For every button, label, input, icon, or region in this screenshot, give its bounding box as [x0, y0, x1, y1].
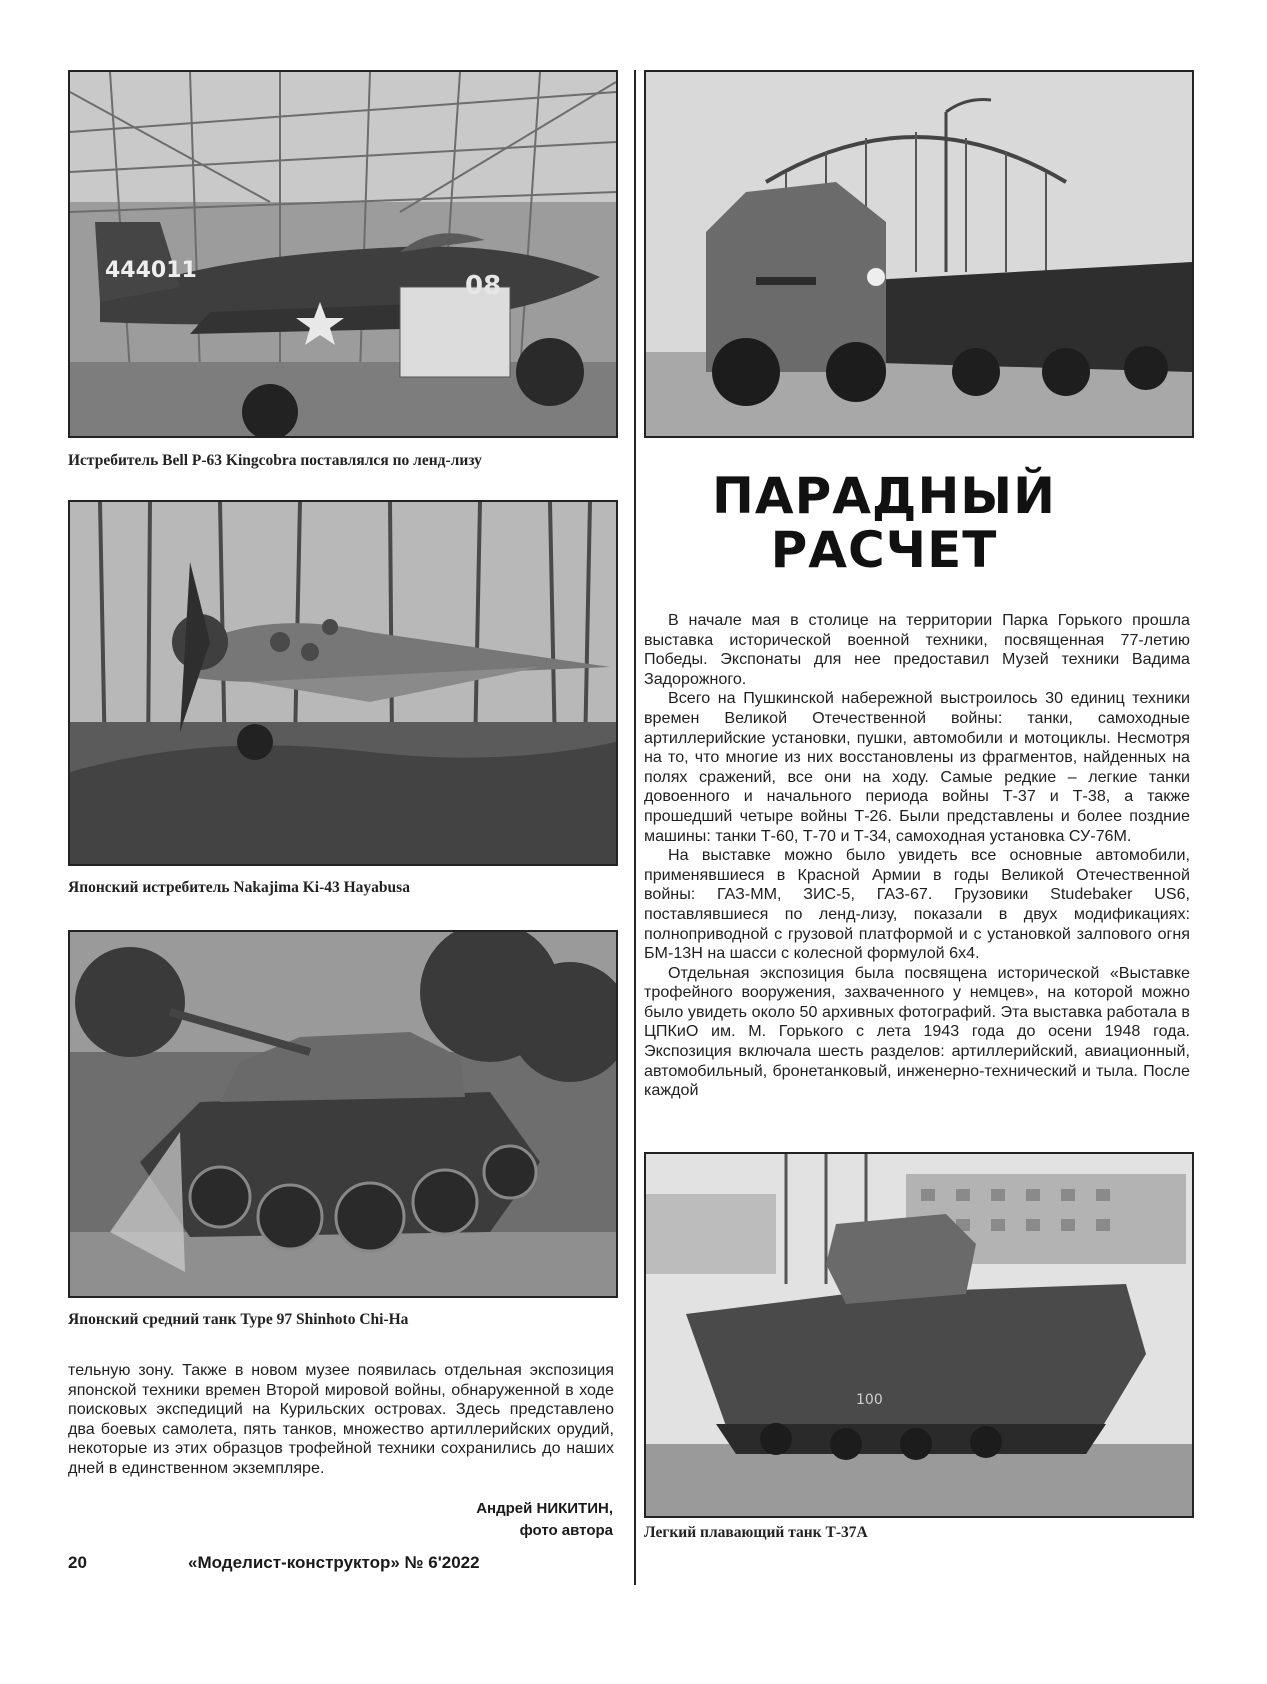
column-divider — [634, 70, 636, 1585]
photo-type97-chi-ha — [68, 930, 618, 1298]
article-body — [644, 611, 1190, 1101]
caption-p63: Истребитель Bell P-63 Kingcobra поставлялся по ленд-лизу — [68, 452, 482, 469]
photo-p63-kingcobra — [68, 70, 618, 438]
page-number: 20 — [68, 1553, 87, 1572]
continuation-paragraph: тельную зону. Также в новом музее появилась отдельная экспозиция японской техники времен Второй мировой войны, обнаруженной в ходе поисковых экспедиций на Курильских островах. Здесь представлено два боевых самолета, пять танков, множество артиллерийских орудий, некоторые из этих образцов трофейной техники сохранились до наших дней в единственном экземпляре. — [68, 1361, 614, 1477]
article-title-line1: ПАРАДНЫЙ — [712, 467, 1056, 525]
photo-ki43-hayabusa — [68, 500, 618, 866]
p63-fuselage-code: 08 — [465, 271, 502, 301]
caption-t37a: Легкий плавающий танк Т-37А — [644, 1524, 868, 1541]
p63-tail-number: 444011 — [105, 258, 197, 283]
paragraph-2: Всего на Пушкинской набережной выстроилось 30 единиц техники времен Великой Отечественной войны: танки, самоходные артиллерийские установки, пушки, автомобили и мотоциклы. Несмотря на то, что многие из них восстановлены из фрагментов, найденных на полях сражений, все они на ходу. Самые редкие – легкие танки довоенного и начального периода войны Т-37 и Т-38, а также прошедший четыре войны Т-26. Были представлены и более поздние машины: танки Т-60, Т-70 и Т-34, самоходная установка СУ-76М. — [644, 689, 1190, 845]
photo-armored-car — [644, 70, 1194, 438]
t37a-hull-number: 100 — [856, 1392, 883, 1408]
paragraph-3: На выставке можно было увидеть все основные автомобили, применявшиеся в Красной Армии в годы Великой Отечественной войны: ГАЗ-ММ, ЗИС-5, ГАЗ-67. Грузовики Studebaker US6, поставлявшиеся по ленд-лизу, показали в двух модификациях: полноприводной с грузовой платформой и с установкой залпового огня БМ-13Н на шасси с колесной формулой 6х4. — [644, 846, 1190, 963]
caption-type97: Японский средний танк Type 97 Shinhoto Chi-Ha — [68, 1311, 409, 1328]
article-continuation — [68, 1361, 614, 1479]
paragraph-1: В начале мая в столице на территории Парка Горького прошла выставка исторической военной техники, посвященная 77-летию Победы. Экспонаты для нее предоставил Музей техники Вадима Задорожного. — [644, 611, 1190, 688]
caption-ki43: Японский истребитель Nakajima Ki-43 Hayabusa — [68, 879, 410, 896]
photo-t37a — [644, 1152, 1194, 1518]
author-name: Андрей НИКИТИН, — [476, 1500, 613, 1517]
photo-credit: фото автора — [519, 1522, 613, 1539]
article-title-line2: РАСЧЕТ — [770, 521, 998, 579]
magazine-issue: «Моделист-конструктор» № 6'2022 — [188, 1553, 480, 1572]
paragraph-4: Отдельная экспозиция была посвящена исторической «Выставке трофейного вооружения, захваченного у немцев», на которой можно было увидеть около 50 архивных фотографий. Эта выставка работала в ЦПКиО им. М. Горького с лета 1943 года до осени 1948 года. Экспозиция включала шесть разделов: артиллерийский, авиационный, автомобильный, бронетанковый, инженерно-технический и тыла. После каждой — [644, 963, 1190, 1100]
